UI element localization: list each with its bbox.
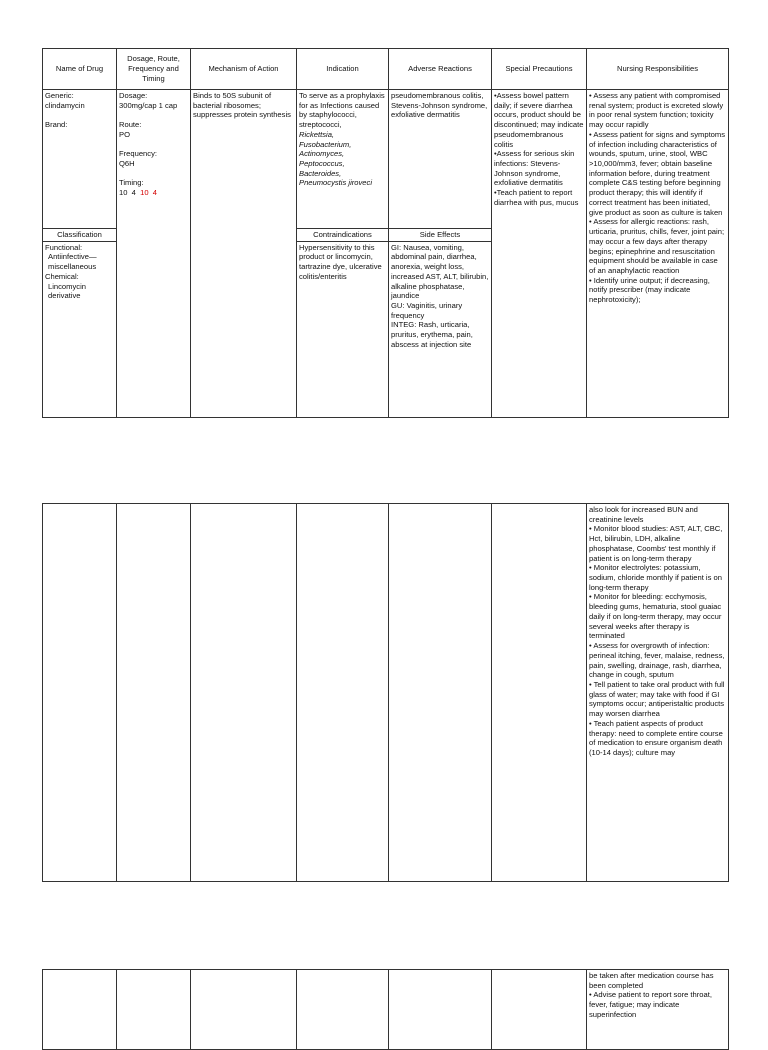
adverse-cell [389, 90, 492, 418]
nursing-item: • Advise patient to report sore throat, fever, fatigue; may indicate superinfection [589, 990, 715, 1019]
nursing-item: • Monitor electrolytes: potassium, sodium, chloride monthly if patient is on long-term therapy [589, 563, 725, 592]
contraindications-text: Hypersensitivity to this product or lincomycin, tartrazine dye, ulcerative colitis/enteritis [299, 242, 382, 281]
organism-2: Fusobacterium, [299, 139, 352, 149]
empty-cell [297, 970, 389, 1050]
nursing-item: be taken after medication course has been completed [589, 971, 716, 990]
frequency-value: Q6H [119, 159, 135, 169]
timing-label: Timing: [119, 178, 144, 188]
header-precautions: Special Precautions [492, 49, 587, 90]
chemical-value: Lincomycin derivative [48, 281, 89, 301]
functional-value: Antiinfective—miscellaneous [48, 252, 97, 272]
drug-card-page-3 [42, 969, 728, 1050]
drug-card-page-2 [42, 503, 728, 882]
nursing-item: also look for increased BUN and creatinine levels [589, 505, 701, 524]
organism-4: Peptococcus, [299, 159, 345, 169]
adverse-text: pseudomembranous colitis, Stevens-Johnson syndrome, exfoliative dermatitis [391, 91, 488, 120]
frequency-label: Frequency: [119, 149, 157, 159]
empty-cell [43, 970, 117, 1050]
empty-cell [117, 970, 191, 1050]
route-label: Route: [119, 120, 142, 130]
dosage-value: 300mg/cap 1 cap [119, 100, 178, 110]
header-row [43, 49, 729, 90]
route-value: PO [119, 129, 130, 139]
indication-cell [297, 90, 389, 418]
header-nursing: Nursing Responsibilities [587, 49, 729, 90]
nursing-item: • Teach patient aspects of product therapy: need to complete entire course of medication to ensure organism death (10-14 days); culture may [589, 718, 725, 757]
body-row [43, 970, 729, 1050]
empty-cell [43, 504, 117, 882]
dosage-cell [117, 90, 191, 418]
chemical-label: Chemical: [45, 271, 79, 281]
header-mechanism: Mechanism of Action [191, 49, 297, 90]
nursing-item: • Assess for overgrowth of infection: perineal itching, fever, malaise, redness, pain, swelling, drainage, rash, diarrhea, change in cough, sputum [589, 641, 727, 680]
organism-5: Bacteroides, [299, 168, 342, 178]
empty-cell [117, 504, 191, 882]
drug-table-continued-2 [42, 969, 729, 1050]
empty-cell [492, 504, 587, 882]
empty-cell [297, 504, 389, 882]
body-row [43, 504, 729, 882]
empty-cell [492, 970, 587, 1050]
nursing-item: • Assess for allergic reactions: rash, urticaria, pruritus, chills, fever, joint pain; may occur a few days after therapy begins; epinephrine and resuscitation equipment should be available in case of an anaphylactic reaction [589, 217, 727, 275]
organism-1: Rickettsia, [299, 129, 335, 139]
nursing-cell [587, 970, 729, 1050]
mechanism-cell: Binds to 50S subunit of bacterial ribosomes; suppresses protein synthesis [191, 90, 297, 418]
drug-table-continued [42, 503, 729, 882]
classification-header: Classification [43, 228, 117, 242]
empty-cell [191, 970, 297, 1050]
generic-name: clindamycin [45, 100, 85, 110]
header-adverse: Adverse Reactions [389, 49, 492, 90]
precautions-cell [492, 90, 587, 418]
contraindications-header: Contraindications [297, 228, 389, 242]
nursing-item: • Assess any patient with compromised renal system; product is excreted slowly in poor renal system function; toxicity may occur rapidly [589, 91, 726, 130]
empty-cell [191, 504, 297, 882]
drug-card-page-1 [42, 48, 728, 418]
empty-cell [389, 504, 492, 882]
drug-name-cell [43, 90, 117, 418]
indication-text: To serve as a prophylaxis for as Infections caused by staphylococci, streptococci, [299, 91, 387, 130]
precaution-2: •Assess for serious skin infections: Stevens-Johnson syndrome, exfoliative dermatitis [494, 149, 577, 188]
nursing-cell [587, 504, 729, 882]
side-effect-integ: INTEG: Rash, urticaria, pruritus, erythema, pain, abscess at injection site [391, 320, 476, 349]
timing-values [119, 188, 188, 198]
empty-cell [389, 970, 492, 1050]
nursing-item: • Monitor blood studies: AST, ALT, CBC, Hct, bilirubin, LDH, alkaline phosphatase, Coombs' test monthly if patient is on long-term therapy [589, 524, 725, 563]
dosage-label: Dosage: [119, 91, 148, 100]
nursing-cell [587, 90, 729, 418]
timing-day: 10 4 [119, 188, 136, 198]
header-indication: Indication [297, 49, 389, 90]
functional-label: Functional: [45, 242, 83, 252]
organism-6: Pneumocystis jiroveci [299, 178, 373, 188]
timing-night: 10 4 [140, 188, 158, 198]
precaution-1: •Assess bowel pattern daily; if severe diarrhea occurs, product should be discontinued; may indicate pseudomembranous colitis [494, 91, 586, 149]
side-effects-header: Side Effects [389, 228, 492, 242]
header-dosage: Dosage, Route, Frequency and Timing [117, 49, 191, 90]
nursing-item: • Tell patient to take oral product with full glass of water; may take with food if GI symptoms occur; antiperistaltic products may worsen diarrhea [589, 679, 727, 719]
generic-label: Generic: [45, 91, 74, 100]
drug-table [42, 48, 729, 418]
precaution-3: •Teach patient to report diarrhea with pus, mucus [494, 188, 579, 207]
brand-label: Brand: [45, 120, 68, 130]
side-effect-gi: GI: Nausea, vomiting, abdominal pain, diarrhea, anorexia, weight loss, increased AST, ALT, bilirubin, alkaline phosphatase, jaundice [391, 242, 491, 301]
nursing-item: • Identify urine output; if decreasing, notify prescriber (may indicate nephrotoxicity); [589, 275, 712, 305]
side-effect-gu: GU: Vaginitis, urinary frequency [391, 301, 465, 320]
organism-3: Actinomyces, [299, 149, 345, 159]
nursing-item: • Monitor for bleeding: ecchymosis, bleeding gums, hematuria, stool guaiac daily if on long-term therapy, may occur several weeks after therapy is terminated [589, 592, 724, 641]
body-row [43, 90, 729, 418]
header-name: Name of Drug [43, 49, 117, 90]
nursing-item: • Assess patient for signs and symptoms of infection including characteristics of wounds, sputum, urine, stool, WBC >10,000/mm3, fever; obtain baseline information before, during treatment complete C&S testing before beginning product therapy; this will identify if correct treatment has been initiated, give product as soon as culture is taken [589, 129, 728, 217]
